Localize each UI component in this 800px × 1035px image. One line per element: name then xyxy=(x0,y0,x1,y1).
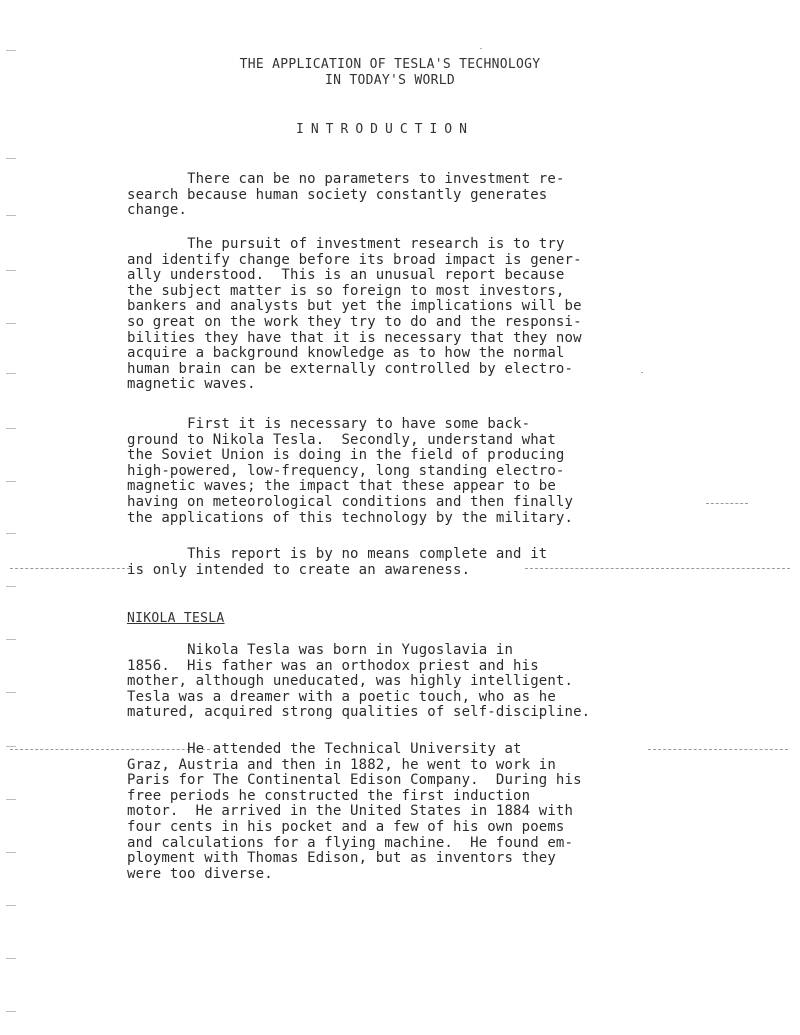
document-title-line-1: THE APPLICATION OF TESLA'S TECHNOLOGY xyxy=(239,57,541,72)
text-line: acquire a background knowledge as to how the normal xyxy=(127,345,565,362)
text-line: Graz, Austria and then in 1882, he went to work in xyxy=(127,756,556,773)
margin-tick xyxy=(6,958,16,959)
text-line: were too diverse. xyxy=(127,865,273,882)
text-line: free periods he constructed the first induction xyxy=(127,787,531,804)
text-line: so great on the work they try to do and the responsi- xyxy=(127,313,582,330)
text-line: and identify change before its broad impact is gener- xyxy=(127,251,582,268)
text-line: First it is necessary to have some back- xyxy=(187,416,531,432)
margin-tick xyxy=(6,533,16,534)
text-line: search because human society constantly generates xyxy=(127,186,548,203)
introduction-heading: INTRODUCTION xyxy=(296,122,474,137)
text-line: He attended the Technical University at xyxy=(187,741,522,757)
margin-tick xyxy=(6,373,16,374)
text-line: This report is by no means complete and it xyxy=(187,546,548,562)
margin-tick xyxy=(6,905,16,906)
margin-tick xyxy=(6,692,16,693)
margin-tick xyxy=(6,215,16,216)
margin-tick xyxy=(6,158,16,159)
text-line: mother, although uneducated, was highly intelligent. xyxy=(127,673,574,690)
text-line: ployment with Thomas Edison, but as inventors they xyxy=(127,850,556,867)
intro-paragraph-4 xyxy=(127,547,687,578)
text-line: There can be no parameters to investment re- xyxy=(187,171,565,187)
text-line: having on meteorological conditions and then finally xyxy=(127,493,574,510)
margin-tick xyxy=(6,428,16,429)
text-line: change. xyxy=(127,202,188,219)
text-line: the subject matter is so foreign to most investors, xyxy=(127,282,565,299)
text-line: Tesla was a dreamer with a poetic touch, who as he xyxy=(127,688,556,705)
text-line: bilities they have that it is necessary that they now xyxy=(127,329,582,346)
tesla-paragraph-1 xyxy=(127,643,687,721)
margin-tick xyxy=(6,50,16,51)
document-title-line-2: IN TODAY'S WORLD xyxy=(324,73,456,88)
text-line: ground to Nikola Tesla. Secondly, understand what xyxy=(127,431,556,448)
scan-artifact-line xyxy=(706,503,748,504)
text-line: human brain can be externally controlled by electro- xyxy=(127,360,574,377)
text-line: 1856. His father was an orthodox priest and his xyxy=(127,657,539,674)
intro-paragraph-1 xyxy=(127,172,687,219)
text-line: and calculations for a flying machine. He found em- xyxy=(127,834,574,851)
text-line: Nikola Tesla was born in Yugoslavia in xyxy=(187,642,514,658)
margin-tick xyxy=(6,852,16,853)
text-line: magnetic waves; the impact that these appear to be xyxy=(127,478,556,495)
text-line: high-powered, low-frequency, long standing electro- xyxy=(127,462,565,479)
text-line: Paris for The Continental Edison Company. During his xyxy=(127,772,582,789)
text-line: motor. He arrived in the United States in 1884 with xyxy=(127,803,574,820)
tesla-paragraph-2 xyxy=(127,742,687,882)
text-line: four cents in his pocket and a few of his own poems xyxy=(127,818,565,835)
scan-speck xyxy=(480,48,482,49)
margin-tick xyxy=(6,1011,16,1012)
text-line: the applications of this technology by the military. xyxy=(127,509,574,526)
margin-tick xyxy=(6,799,16,800)
margin-tick xyxy=(6,323,16,324)
text-line: the Soviet Union is doing in the field of producing xyxy=(127,447,565,464)
intro-paragraph-2 xyxy=(127,237,687,393)
margin-tick xyxy=(6,481,16,482)
text-line: is only intended to create an awareness. xyxy=(127,561,471,578)
text-line: bankers and analysts but yet the implications will be xyxy=(127,298,582,315)
margin-tick xyxy=(6,746,16,747)
text-line: ally understood. This is an unusual report because xyxy=(127,267,565,284)
margin-tick xyxy=(6,270,16,271)
text-line: matured, acquired strong qualities of self-discipline. xyxy=(127,704,591,721)
intro-paragraph-3 xyxy=(127,417,687,526)
scan-artifact-line xyxy=(10,568,130,569)
margin-tick xyxy=(6,639,16,640)
nikola-tesla-heading: NIKOLA TESLA xyxy=(127,611,225,626)
text-line: The pursuit of investment research is to try xyxy=(187,236,565,252)
text-line: magnetic waves. xyxy=(127,376,256,393)
margin-tick xyxy=(6,586,16,587)
